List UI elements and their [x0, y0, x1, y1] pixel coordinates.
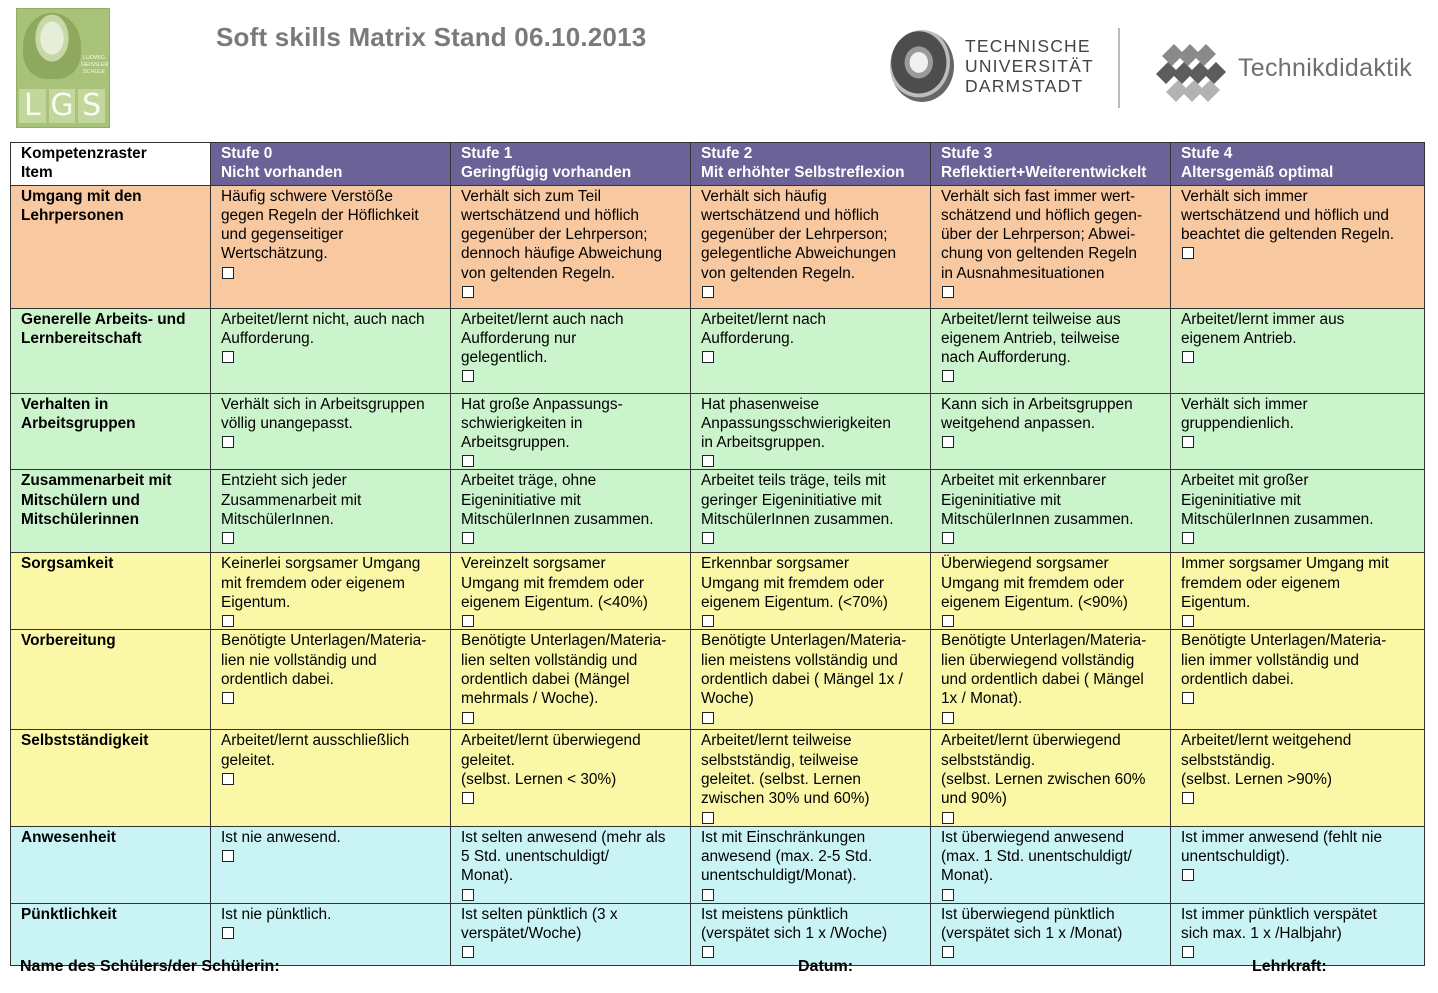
stage-label: Altersgemäß optimal — [1181, 164, 1334, 182]
matrix-item-cell — [11, 470, 211, 553]
rating-checkbox[interactable] — [462, 455, 474, 467]
matrix-cell-text: Ist immer pünktlich verspätet sich max. 1 x /Halbjahr) — [1181, 905, 1377, 942]
school-logo-letter: S — [78, 89, 105, 123]
teacher-label: Lehrkraft: — [1252, 958, 1327, 975]
matrix-cell-text: Immer sorgsamer Umgang mit fremdem oder eigenem Eigentum. — [1181, 555, 1389, 612]
department-name: Technikdidaktik — [1238, 54, 1413, 82]
rating-checkbox[interactable] — [702, 532, 714, 544]
stage-label: Nicht vorhanden — [221, 164, 343, 182]
rating-checkbox[interactable] — [702, 889, 714, 901]
rating-checkbox[interactable] — [942, 370, 954, 382]
rating-checkbox[interactable] — [222, 351, 234, 363]
matrix-cell-text: Verhält sich häufig wertschätzend und höflich gegenüber der Lehrperson; gelegentliche Abweichungen von geltenden Regeln. — [701, 187, 897, 282]
matrix-cell-text: Arbeitet/lernt nicht, auch nach Aufforderung. — [221, 310, 425, 347]
matrix-cell-text: Keinerlei sorgsamer Umgang mit fremdem oder eigenem Eigentum. — [221, 555, 421, 612]
matrix-cell-text: Arbeitet träge, ohne Eigeninitiative mit MitschülerInnen zusammen. — [461, 472, 654, 529]
matrix-cell-stage-3 — [931, 903, 1171, 965]
matrix-cell-stage-3 — [931, 730, 1171, 826]
matrix-row — [11, 553, 1425, 630]
matrix-cell-text: Kann sich in Arbeitsgruppen weitgehend anpassen. — [941, 395, 1133, 432]
matrix-cell-text: Ist selten pünktlich (3 x verspätet/Woche) — [461, 905, 618, 942]
university-name-line: DARMSTADT — [965, 76, 1084, 96]
matrix-cell-stage-0 — [211, 730, 451, 826]
matrix-item-label: Sorgsamkeit — [21, 555, 114, 573]
university-seal-icon — [890, 30, 954, 102]
rating-checkbox[interactable] — [942, 436, 954, 448]
stage-level: Stufe 3 — [941, 145, 993, 162]
matrix-cell-stage-3 — [931, 470, 1171, 553]
matrix-item-label: Umgang mit den Lehrpersonen — [21, 187, 142, 224]
matrix-row — [11, 730, 1425, 826]
matrix-cell-stage-1 — [451, 308, 691, 393]
stage-header-1 — [451, 143, 691, 186]
matrix-cell-text: Arbeitet/lernt überwiegend selbstständig. (selbst. Lernen zwischen 60% und 90%) — [941, 732, 1146, 808]
rating-checkbox[interactable] — [462, 370, 474, 382]
matrix-cell-stage-4 — [1171, 553, 1425, 630]
matrix-item-label: Generelle Arbeits- und Lernbereitschaft — [21, 310, 186, 347]
matrix-cell-stage-4 — [1171, 308, 1425, 393]
matrix-cell-stage-2 — [691, 903, 931, 965]
rating-checkbox[interactable] — [222, 436, 234, 448]
matrix-cell-text: Ist selten anwesend (mehr als 5 Std. unentschuldigt/ Monat). — [461, 828, 666, 885]
matrix-item-cell — [11, 308, 211, 393]
matrix-cell-text: Arbeitet/lernt teilweise selbstständig, teilweise geleitet. (selbst. Lernen zwischen 30% und 60%) — [701, 732, 870, 808]
matrix-cell-stage-0 — [211, 903, 451, 965]
rating-checkbox[interactable] — [462, 615, 474, 627]
matrix-cell-stage-1 — [451, 826, 691, 903]
matrix-row — [11, 393, 1425, 470]
matrix-cell-text: Arbeitet/lernt ausschließlich geleitet. — [221, 732, 410, 769]
stage-header-4 — [1171, 143, 1425, 186]
rating-checkbox[interactable] — [702, 946, 714, 958]
matrix-item-cell — [11, 903, 211, 965]
matrix-cell-text: Verhält sich zum Teil wertschätzend und höflich gegenüber der Lehrperson; dennoch häufige Abweichung von geltenden Regeln. — [461, 187, 663, 282]
rating-checkbox[interactable] — [702, 712, 714, 724]
matrix-item-cell — [11, 826, 211, 903]
matrix-cell-text: Ist meistens pünktlich (verspätet sich 1 x /Woche) — [701, 905, 888, 942]
matrix-cell-stage-2 — [691, 630, 931, 730]
matrix-cell-text: Benötigte Unterlagen/Materia- lien immer vollständig und ordentlich dabei. — [1181, 632, 1387, 689]
matrix-cell-stage-2 — [691, 185, 931, 308]
matrix-row — [11, 630, 1425, 730]
matrix-row — [11, 826, 1425, 903]
matrix-cell-stage-0 — [211, 393, 451, 470]
matrix-cell-text: Arbeitet/lernt überwiegend geleitet. (selbst. Lernen < 30%) — [461, 732, 641, 789]
matrix-cell-stage-3 — [931, 308, 1171, 393]
rating-checkbox[interactable] — [222, 267, 234, 279]
rating-checkbox[interactable] — [702, 351, 714, 363]
rating-checkbox[interactable] — [1182, 692, 1194, 704]
technikdidaktik-logo-icon — [1152, 34, 1232, 106]
matrix-cell-text: Überwiegend sorgsamer Umgang mit fremdem oder eigenem Eigentum. (<90%) — [941, 555, 1128, 612]
rating-checkbox[interactable] — [942, 812, 954, 824]
matrix-cell-text: Verhält sich immer gruppendienlich. — [1181, 395, 1308, 432]
rating-checkbox[interactable] — [702, 286, 714, 298]
matrix-row — [11, 903, 1425, 965]
matrix-cell-stage-1 — [451, 470, 691, 553]
rating-checkbox[interactable] — [942, 615, 954, 627]
matrix-cell-stage-4 — [1171, 903, 1425, 965]
rating-checkbox[interactable] — [462, 712, 474, 724]
rating-checkbox[interactable] — [942, 946, 954, 958]
date-label: Datum: — [798, 958, 854, 975]
matrix-cell-text: Arbeitet teils träge, teils mit geringer Eigeninitiative mit MitschülerInnen zusammen. — [701, 472, 894, 529]
rating-checkbox[interactable] — [222, 615, 234, 627]
matrix-row — [11, 185, 1425, 308]
rating-checkbox[interactable] — [942, 532, 954, 544]
rating-checkbox[interactable] — [702, 615, 714, 627]
matrix-cell-stage-0 — [211, 553, 451, 630]
matrix-cell-text: Arbeitet mit großer Eigeninitiative mit MitschülerInnen zusammen. — [1181, 472, 1374, 529]
matrix-cell-stage-1 — [451, 630, 691, 730]
rating-checkbox[interactable] — [462, 792, 474, 804]
matrix-cell-text: Ist nie pünktlich. — [221, 905, 332, 923]
matrix-cell-stage-2 — [691, 308, 931, 393]
matrix-item-cell — [11, 185, 211, 308]
stage-label: Mit erhöhter Selbstreflexion — [701, 164, 905, 182]
matrix-cell-stage-4 — [1171, 185, 1425, 308]
school-logo-letter: G — [50, 88, 74, 123]
matrix-cell-stage-2 — [691, 553, 931, 630]
competency-matrix — [10, 142, 1425, 966]
matrix-cell-stage-3 — [931, 630, 1171, 730]
matrix-header-row — [11, 143, 1425, 186]
school-logo-side-line: SCHULE — [82, 69, 106, 75]
rating-checkbox[interactable] — [222, 927, 234, 939]
matrix-cell-stage-0 — [211, 470, 451, 553]
matrix-cell-text: Hat große Anpassungs- schwierigkeiten in Arbeitsgruppen. — [461, 395, 623, 452]
matrix-cell-text: Vereinzelt sorgsamer Umgang mit fremdem oder eigenem Eigentum. (<40%) — [461, 555, 648, 612]
matrix-cell-stage-0 — [211, 308, 451, 393]
matrix-item-cell — [11, 553, 211, 630]
matrix-cell-text: Verhält sich immer wertschätzend und höflich und beachtet die geltenden Regeln. — [1181, 187, 1395, 244]
matrix-cell-stage-0 — [211, 185, 451, 308]
rating-checkbox[interactable] — [222, 692, 234, 704]
matrix-item-label: Verhalten in Arbeitsgruppen — [21, 395, 136, 432]
rating-checkbox[interactable] — [462, 946, 474, 958]
rating-checkbox[interactable] — [1182, 946, 1194, 958]
matrix-cell-stage-1 — [451, 185, 691, 308]
matrix-cell-text: Ist immer anwesend (fehlt nie unentschuldigt). — [1181, 828, 1383, 865]
corner-header-line: Kompetenzraster — [21, 145, 147, 162]
rating-checkbox[interactable] — [1182, 436, 1194, 448]
matrix-cell-text: Entzieht sich jeder Zusammenarbeit mit MitschülerInnen. — [221, 472, 362, 529]
rating-checkbox[interactable] — [462, 532, 474, 544]
matrix-item-label: Selbstständigkeit — [21, 732, 149, 750]
matrix-cell-text: Verhält sich fast immer wert- schätzend und höflich gegen- über der Lehrperson; Abwei- chung von geltenden Regeln in Ausnahmesituationen — [941, 187, 1143, 282]
matrix-cell-text: Ist überwiegend anwesend (max. 1 Std. unentschuldigt/ Monat). — [941, 828, 1132, 885]
matrix-cell-text: Arbeitet/lernt teilweise aus eigenem Antrieb, teilweise nach Aufforderung. — [941, 310, 1121, 367]
stage-label: Reflektiert+Weiterentwickelt — [941, 164, 1147, 182]
matrix-cell-stage-0 — [211, 826, 451, 903]
matrix-cell-text: Ist überwiegend pünktlich (verspätet sich 1 x /Monat) — [941, 905, 1123, 942]
matrix-cell-stage-4 — [1171, 470, 1425, 553]
matrix-cell-stage-2 — [691, 730, 931, 826]
stage-label: Geringfügig vorhanden — [461, 164, 632, 182]
university-name-line: UNIVERSITÄT — [965, 56, 1094, 76]
rating-checkbox[interactable] — [1182, 869, 1194, 881]
rating-checkbox[interactable] — [462, 286, 474, 298]
matrix-cell-stage-3 — [931, 185, 1171, 308]
stage-header-0 — [211, 143, 451, 186]
school-logo-portrait — [23, 13, 81, 79]
rating-checkbox[interactable] — [1182, 615, 1194, 627]
matrix-item-label: Pünktlichkeit — [21, 905, 117, 923]
matrix-item-cell — [11, 393, 211, 470]
rating-checkbox[interactable] — [222, 532, 234, 544]
university-name — [965, 36, 1094, 96]
school-logo-letter: L — [19, 89, 46, 123]
matrix-cell-text: Häufig schwere Verstöße gegen Regeln der Höflichkeit und gegenseitiger Wertschätzung. — [221, 187, 419, 263]
matrix-cell-text: Arbeitet/lernt weitgehend selbstständig. (selbst. Lernen >90%) — [1181, 732, 1352, 789]
rating-checkbox[interactable] — [942, 889, 954, 901]
matrix-cell-stage-4 — [1171, 630, 1425, 730]
school-logo-side-text — [81, 55, 107, 76]
school-logo-side-line: GEISSLER — [81, 62, 109, 68]
stage-level: Stufe 2 — [701, 145, 753, 162]
stage-level: Stufe 1 — [461, 145, 513, 162]
rating-checkbox[interactable] — [1182, 247, 1194, 259]
matrix-item-cell — [11, 630, 211, 730]
matrix-row — [11, 470, 1425, 553]
matrix-item-cell — [11, 730, 211, 826]
rating-checkbox[interactable] — [222, 773, 234, 785]
matrix-cell-text: Ist nie anwesend. — [221, 828, 341, 846]
matrix-cell-text: Benötigte Unterlagen/Materia- lien meistens vollständig und ordentlich dabei ( Mängel 1x / Woche) — [701, 632, 907, 708]
matrix-row — [11, 308, 1425, 393]
stage-header-3 — [931, 143, 1171, 186]
matrix-cell-text: Arbeitet/lernt immer aus eigenem Antrieb. — [1181, 310, 1345, 347]
rating-checkbox[interactable] — [702, 812, 714, 824]
matrix-cell-stage-1 — [451, 393, 691, 470]
matrix-item-label: Vorbereitung — [21, 632, 116, 650]
matrix-cell-text: Benötigte Unterlagen/Materia- lien überwiegend vollständig und ordentlich dabei ( Mängel 1x / Monat). — [941, 632, 1147, 708]
school-logo — [16, 8, 110, 128]
matrix-corner-header — [11, 143, 211, 186]
matrix-cell-stage-3 — [931, 393, 1171, 470]
rating-checkbox[interactable] — [1182, 792, 1194, 804]
university-name-line: TECHNISCHE — [965, 36, 1091, 56]
stage-header-2 — [691, 143, 931, 186]
matrix-cell-text: Verhält sich in Arbeitsgruppen völlig unangepasst. — [221, 395, 425, 432]
matrix-cell-stage-0 — [211, 630, 451, 730]
matrix-cell-stage-4 — [1171, 393, 1425, 470]
matrix-cell-stage-2 — [691, 393, 931, 470]
matrix-cell-text: Ist mit Einschränkungen anwesend (max. 2-5 Std. unentschuldigt/Monat). — [701, 828, 873, 885]
student-name-label: Name des Schülers/der Schülerin: — [20, 958, 280, 975]
matrix-cell-text: Hat phasenweise Anpassungsschwierigkeiten in Arbeitsgruppen. — [701, 395, 891, 452]
rating-checkbox[interactable] — [1182, 532, 1194, 544]
matrix-item-label: Anwesenheit — [21, 828, 116, 846]
matrix-cell-text: Benötigte Unterlagen/Materia- lien nie vollständig und ordentlich dabei. — [221, 632, 427, 689]
matrix-cell-stage-4 — [1171, 730, 1425, 826]
page-title: Soft skills Matrix Stand 06.10.2013 — [216, 22, 647, 52]
matrix-cell-stage-1 — [451, 730, 691, 826]
matrix-cell-stage-3 — [931, 553, 1171, 630]
rating-checkbox[interactable] — [702, 455, 714, 467]
matrix-cell-stage-4 — [1171, 826, 1425, 903]
rating-checkbox[interactable] — [942, 712, 954, 724]
rating-checkbox[interactable] — [462, 889, 474, 901]
rating-checkbox[interactable] — [1182, 351, 1194, 363]
rating-checkbox[interactable] — [942, 286, 954, 298]
school-logo-letters — [19, 89, 105, 123]
school-logo-side-line: LUDWIG — [83, 55, 105, 61]
matrix-cell-text: Arbeitet/lernt auch nach Aufforderung nur gelegentlich. — [461, 310, 624, 367]
matrix-cell-stage-1 — [451, 553, 691, 630]
corner-header-line: Item — [21, 164, 53, 182]
matrix-cell-text: Benötigte Unterlagen/Materia- lien selten vollständig und ordentlich dabei (Mängel mehrmals / Woche). — [461, 632, 667, 708]
header-divider — [1118, 28, 1120, 108]
matrix-cell-text: Arbeitet/lernt nach Aufforderung. — [701, 310, 826, 347]
stage-level: Stufe 4 — [1181, 145, 1233, 162]
matrix-cell-stage-2 — [691, 470, 931, 553]
matrix-cell-stage-2 — [691, 826, 931, 903]
stage-level: Stufe 0 — [221, 145, 273, 162]
matrix-cell-text: Erkennbar sorgsamer Umgang mit fremdem oder eigenem Eigentum. (<70%) — [701, 555, 888, 612]
matrix-cell-stage-1 — [451, 903, 691, 965]
rating-checkbox[interactable] — [222, 850, 234, 862]
matrix-cell-stage-3 — [931, 826, 1171, 903]
matrix-item-label: Zusammenarbeit mit Mitschülern und Mitschülerinnen — [21, 472, 172, 529]
matrix-cell-text: Arbeitet mit erkennbarer Eigeninitiative mit MitschülerInnen zusammen. — [941, 472, 1134, 529]
